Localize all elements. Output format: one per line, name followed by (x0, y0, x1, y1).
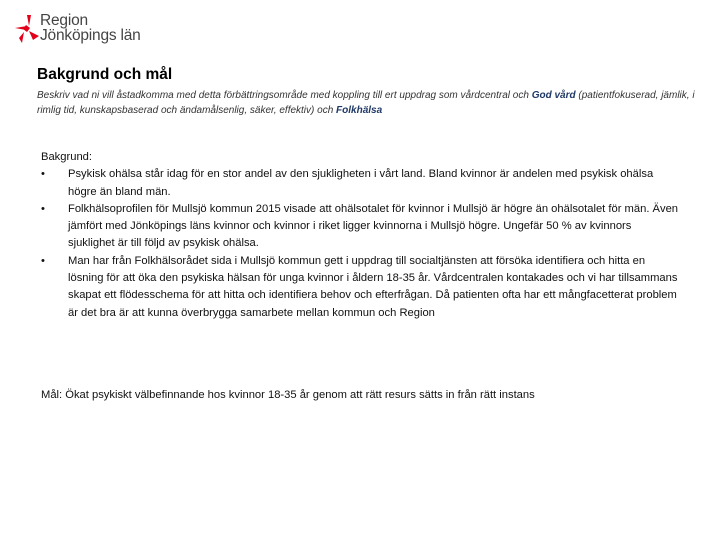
logo-text (40, 13, 141, 43)
background-bullet-list (41, 166, 681, 322)
bullet-text: Man har från Folkhälsorådet sida i Mullsjö kommun gett i uppdrag till socialtjänsten att försöka identifiera och hitta en lösning för att öka den psykiska hälsan för unga kvinnor i åldern 18-35 år. Vårdcentralen kontakades och vi har tillsammans skapat ett flödesschema för att hitta och identifiera behov och efterfrågan. Då patienten ofta har ett mångfacetterat problem är det bra är att kunna överbrygga samarbete mellan kommun och Region (68, 254, 678, 319)
instruction-subtitle (37, 88, 697, 118)
bullet-icon: • (41, 254, 45, 267)
goal-statement: Mål: Ökat psykiskt välbefinnande hos kvinnor 18-35 år genom att rätt resurs sätts in från rätt instans (41, 389, 535, 401)
bullet-text: Folkhälsoprofilen för Mullsjö kommun 2015 visade att ohälsotalet för kvinnor i Mullsjö är högre än ohälsotalet för män. Även jämfört med Jönköpings läns kvinnor och kvinnor i riket ligger kvinnorna i Mullsjö högre. Ungefär 50 % av kvinnors sjuklighet är till följd av psykisk ohälsa. (68, 202, 679, 250)
bullet-icon: • (41, 168, 45, 181)
bullet-item (41, 253, 681, 322)
subtitle-text-1: Beskriv vad ni vill åstadkomma med detta förbättringsområde med koppling till ert uppdrag som vårdcentral och (37, 90, 532, 101)
region-cross-logo-icon (12, 14, 40, 44)
logo-line-lan: Jönköpings län (40, 27, 141, 44)
subtitle-bold-god-vard: God vård (531, 90, 576, 101)
subtitle-text-2: (patientfokuserad, jämlik, i rimlig tid, kunskapsbaserad och ändamålsenlig, säker, effektiv) och (37, 90, 695, 116)
bullet-item (41, 166, 681, 201)
bullet-text: Psykisk ohälsa står idag för en stor andel av den sjukligheten i vårt land. Bland kvinnor är andelen med psykisk ohälsa högre än bland män. (68, 168, 654, 198)
logo-line-region: Region (40, 12, 88, 29)
background-section (41, 149, 681, 322)
background-heading: Bakgrund: (41, 151, 92, 163)
subtitle-bold-folkhalsa: Folkhälsa (336, 105, 383, 116)
bullet-item (41, 201, 681, 253)
page-title: Bakgrund och mål (37, 66, 173, 83)
bullet-icon: • (41, 202, 45, 215)
region-logo (12, 12, 162, 48)
